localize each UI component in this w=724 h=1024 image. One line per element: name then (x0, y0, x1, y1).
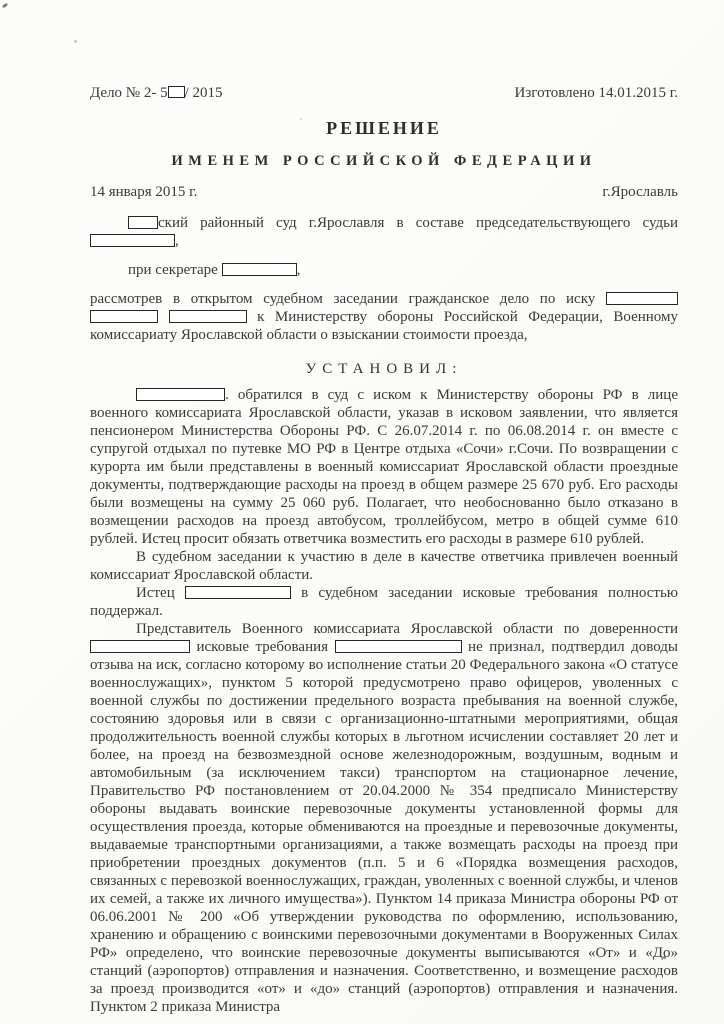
paragraph-representative-response (90, 620, 678, 1016)
court-composition-suffix: , (175, 233, 179, 249)
redaction-box (90, 640, 190, 653)
redaction-box (169, 310, 247, 323)
redaction-box (222, 263, 297, 276)
case-review-text-2: к Министерству обороны Российской Федерации, Военному комиссариату Ярославской области о взыскании стоимости проезда, (90, 309, 679, 343)
court-composition-text: ский районный суд г.Ярославля в составе председательствующего судьи (158, 215, 678, 231)
doc-header-row (90, 84, 678, 102)
redaction-box (606, 292, 678, 305)
redaction-box (185, 586, 291, 599)
paragraph-case-review (90, 290, 678, 344)
paragraph-claim (90, 386, 678, 548)
claim-text: . обратился в суд с иском к Министерству обороны РФ в лице военного комиссариата Ярославской области, указав в исковом заявлении, что является пенсионером Министерства Обороны РФ. С 26.07.2014 г. по 06.08.2014 г. он вместе с супругой отдыхал по путевке МО РФ в Центре отдыха «Сочи» г.Сочи. По возвращении с курорта им были представлены в военный комиссариат Ярославской области проездные документы, подтверждающие расходы на проезд в общем размере 25 670 руб. Его расходы были возмещены на сумму 25 060 руб. Полагает, что необоснованно было отказано в возмещении расходов на проезд автобусом, троллейбусом, метро в общей сумме 610 рублей. Истец просит обязать ответчика возместить его расходы в размере 610 рублей. (90, 387, 678, 547)
redaction-box (335, 640, 462, 653)
redaction-box (136, 388, 225, 401)
established-heading: УСТАНОВИЛ: (305, 361, 463, 377)
scan-artifact (74, 40, 77, 43)
case-number-prefix: Дело № 2- 5 (90, 85, 168, 101)
case-number (90, 84, 223, 102)
date-city-row (90, 183, 678, 201)
document-title: РЕШЕНИЕ (326, 118, 442, 138)
paragraph-defendant-joined: В судебном заседании к участию в деле в качестве ответчика привлечен военный комиссариат Ярославской области. (90, 549, 678, 583)
plaintiff-text-suffix: в судебном заседании исковые требования полностью поддержал. (90, 585, 679, 619)
secretary-text: при секретаре (128, 262, 218, 278)
plaintiff-text-prefix: Истец (136, 585, 175, 601)
secretary-suffix: , (296, 262, 301, 278)
decision-date: 14 января 2015 г. (90, 184, 198, 200)
representative-text-1: Представитель Военного комиссариата Ярославской области по доверенности (136, 621, 678, 637)
redaction-box (168, 86, 185, 98)
document-subtitle: ИМЕНЕМ РОССИЙСКОЙ ФЕДЕРАЦИИ (171, 153, 597, 169)
representative-text-3: не признал, подтвердил доводы отзыва на иск, согласно которому во исполнение статьи 20 Федерального закона «О статусе военнослужащих», пунктом 5 которой предусмотрено право офицеров, уволенных с военной службы по достижении предельного возраста пребывания на военной службе, состоянию здоровья или в связи с организационно-штатными мероприятиями, общая продолжительность военной службы которых в льготном исчислении составляет 20 лет и более, на проезд на безвозмездной основе железнодорожным, воздушным, водным и автомобильным (за исключением такси) транспортом на стационарное лечение, Правительство РФ постановлением от 20.04.2000 № 354 предписало Министерству обороны выдавать воинские перевозочные документы установленной формы для осуществления проезда, которые обмениваются на проездные и перевозочные документы, выдаваемые транспортными организациями, а также возмещать расходы на проезд при приобретении проездных документов (п.п. 5 и 6 «Порядка возмещения расходов, связанных с перевозкой военнослужащих, граждан, уволенных с военной службы, и членов их семей, а также их личного имущества»). Пунктом 14 приказа Министра обороны РФ от 06.06.2001 № 200 «Об утверждении руководства по оформлению, использованию, хранению и обращению с воинскими перевозочными документами в Вооруженных Силах РФ» определено, что воинские перевозочные документы выписываются «От» и «До» станций (аэропортов) отправления и назначения. Соответственно, и возмещение расходов за проезд производится «от» и «до» станций (аэропортов) отправления и назначения. Пунктом 2 приказа Министра (90, 639, 679, 1015)
paragraph-court-composition (90, 214, 678, 250)
decision-body (90, 386, 678, 1016)
city: г.Ярославль (602, 184, 678, 200)
document-content (90, 84, 678, 1016)
redaction-box (90, 234, 175, 247)
redaction-box (90, 310, 158, 323)
scan-artifact (2, 3, 9, 9)
redaction-box (128, 216, 158, 229)
case-number-suffix: / 2015 (184, 85, 223, 101)
paragraph-plaintiff-support (90, 584, 678, 620)
representative-text-2: исковые требования (196, 639, 329, 655)
made-on-date: Изготовлено 14.01.2015 г. (514, 85, 678, 101)
case-review-text-1: рассмотрев в открытом судебном заседании гражданское дело по иску (90, 291, 596, 307)
paragraph-secretary (90, 261, 678, 279)
